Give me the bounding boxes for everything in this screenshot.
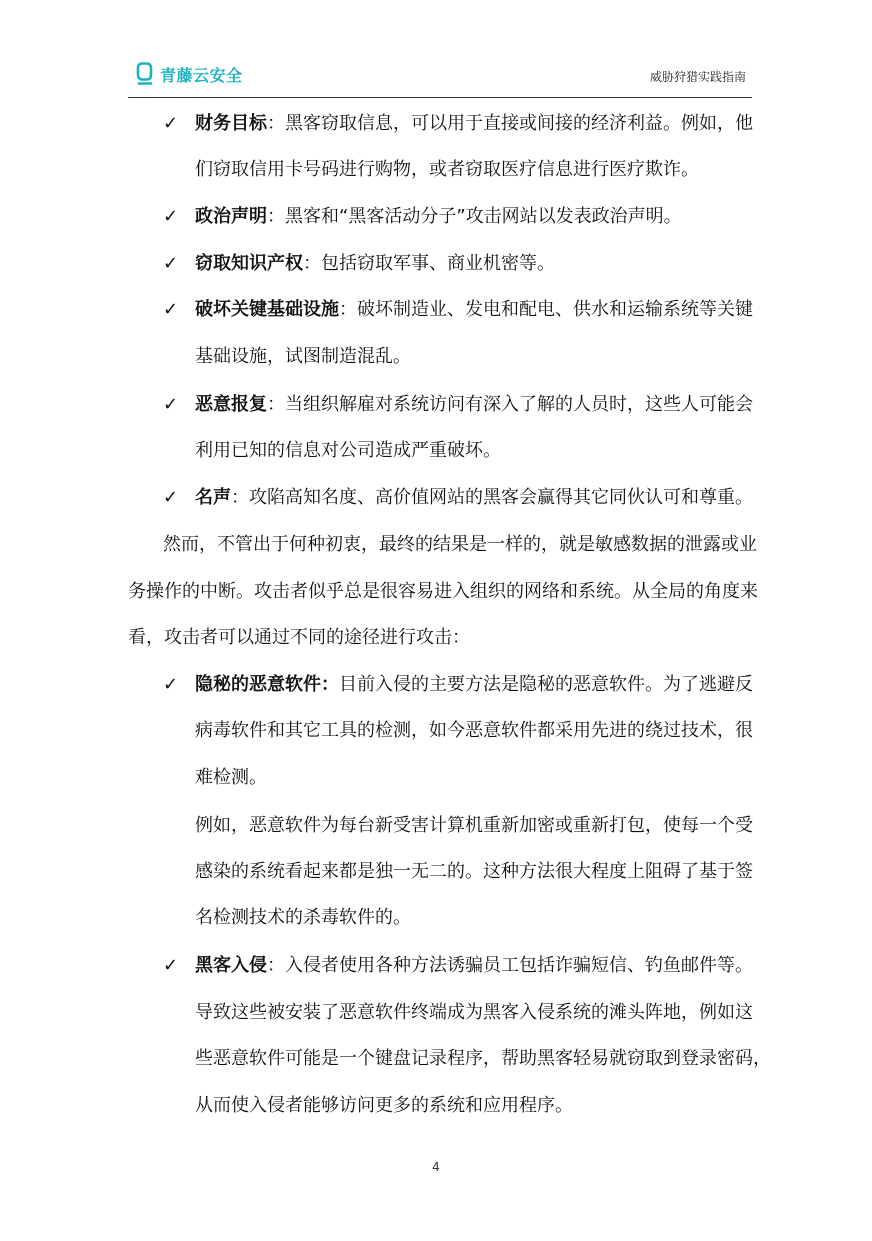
bullet-item	[195, 252, 555, 276]
check-mark-icon: ✓	[163, 394, 179, 415]
brand	[136, 62, 243, 86]
bullet-continuation: 导致这些被安装了恶意软件终端成为黑客入侵系统的滩头阵地，例如这	[195, 1002, 753, 1023]
bullet-continuation: 们窃取信用卡号码进行购物，或者窃取医疗信息进行医疗欺诈。	[195, 159, 699, 180]
bullet-term: 隐秘的恶意软件：	[195, 674, 339, 695]
bullet-item	[195, 393, 753, 417]
bullet-term: 政治声明	[195, 206, 267, 227]
document-title: 威胁狩猎实践指南	[649, 70, 746, 84]
bullet-continuation: 病毒软件和其它工具的检测，如今恶意软件都采用先进的绕过技术，很	[195, 720, 753, 741]
bullet-continuation: 感染的系统看起来都是独一无二的。这种方法很大程度上阻碍了基于签	[195, 861, 753, 882]
check-mark-icon: ✓	[163, 487, 179, 508]
bullet-continuation: 例如，恶意软件为每台新受害计算机重新加密或重新打包，使每一个受	[195, 815, 753, 836]
check-mark-icon: ✓	[163, 955, 179, 976]
bullet-text: ：破坏制造业、发电和配电、供水和运输系统等关键	[339, 299, 753, 320]
bullet-term: 财务目标	[195, 113, 267, 134]
brand-name: 青藤云安全	[160, 65, 243, 85]
bullet-term: 黑客入侵	[195, 955, 267, 976]
bullet-item	[195, 673, 753, 697]
page-header	[136, 60, 752, 96]
bullet-continuation: 基础设施，试图制造混乱。	[195, 346, 411, 367]
check-mark-icon: ✓	[163, 253, 179, 274]
bullet-term: 恶意报复	[195, 394, 267, 415]
bullet-text: ：入侵者使用各种方法诱骗员工包括诈骗短信、钓鱼邮件等。	[267, 955, 753, 976]
bullet-term: 破坏关键基础设施	[195, 299, 339, 320]
bullet-text: ：攻陷高知名度、高价值网站的黑客会赢得其它同伙认可和尊重。	[231, 487, 753, 508]
bullet-term: 名声	[195, 487, 231, 508]
paragraph-line: 看，攻击者可以通过不同的途径进行攻击：	[128, 627, 470, 648]
check-mark-icon: ✓	[163, 206, 179, 227]
bullet-continuation: 些恶意软件可能是一个键盘记录程序，帮助黑客轻易就窃取到登录密码，	[195, 1048, 771, 1069]
bullet-text: ：黑客和“黑客活动分子”攻击网站以发表政治声明。	[267, 206, 682, 227]
bullet-item	[195, 954, 753, 978]
bullet-continuation: 利用已知的信息对公司造成严重破坏。	[195, 440, 501, 461]
bullet-item	[195, 486, 753, 510]
paragraph-line: 务操作的中断。攻击者似乎总是很容易进入组织的网络和系统。从全局的角度来	[128, 581, 758, 602]
check-mark-icon: ✓	[163, 674, 179, 695]
bullet-text: 目前入侵的主要方法是隐秘的恶意软件。为了逃避反	[339, 674, 753, 695]
bullet-continuation: 从而使入侵者能够访问更多的系统和应用程序。	[195, 1095, 573, 1116]
bullet-item	[195, 112, 753, 136]
bullet-continuation: 难检测。	[195, 767, 267, 788]
bullet-text: ：包括窃取军事、商业机密等。	[303, 253, 555, 274]
bullet-term: 窃取知识产权	[195, 253, 303, 274]
bullet-continuation: 名检测技术的杀毒软件的。	[195, 907, 411, 928]
check-mark-icon: ✓	[163, 299, 179, 320]
header-divider	[128, 97, 752, 98]
paragraph-line: 然而，不管出于何种初衷，最终的结果是一样的，就是敏感数据的泄露或业	[163, 534, 757, 555]
check-mark-icon: ✓	[163, 113, 179, 134]
bullet-item	[195, 298, 753, 322]
bullet-text: ：黑客窃取信息，可以用于直接或间接的经济利益。例如，他	[267, 113, 753, 134]
bullet-text: ：当组织解雇对系统访问有深入了解的人员时，这些人可能会	[267, 394, 753, 415]
qingteng-logo-icon	[136, 62, 154, 86]
bullet-item	[195, 205, 682, 229]
page-number: 4	[432, 1160, 440, 1174]
